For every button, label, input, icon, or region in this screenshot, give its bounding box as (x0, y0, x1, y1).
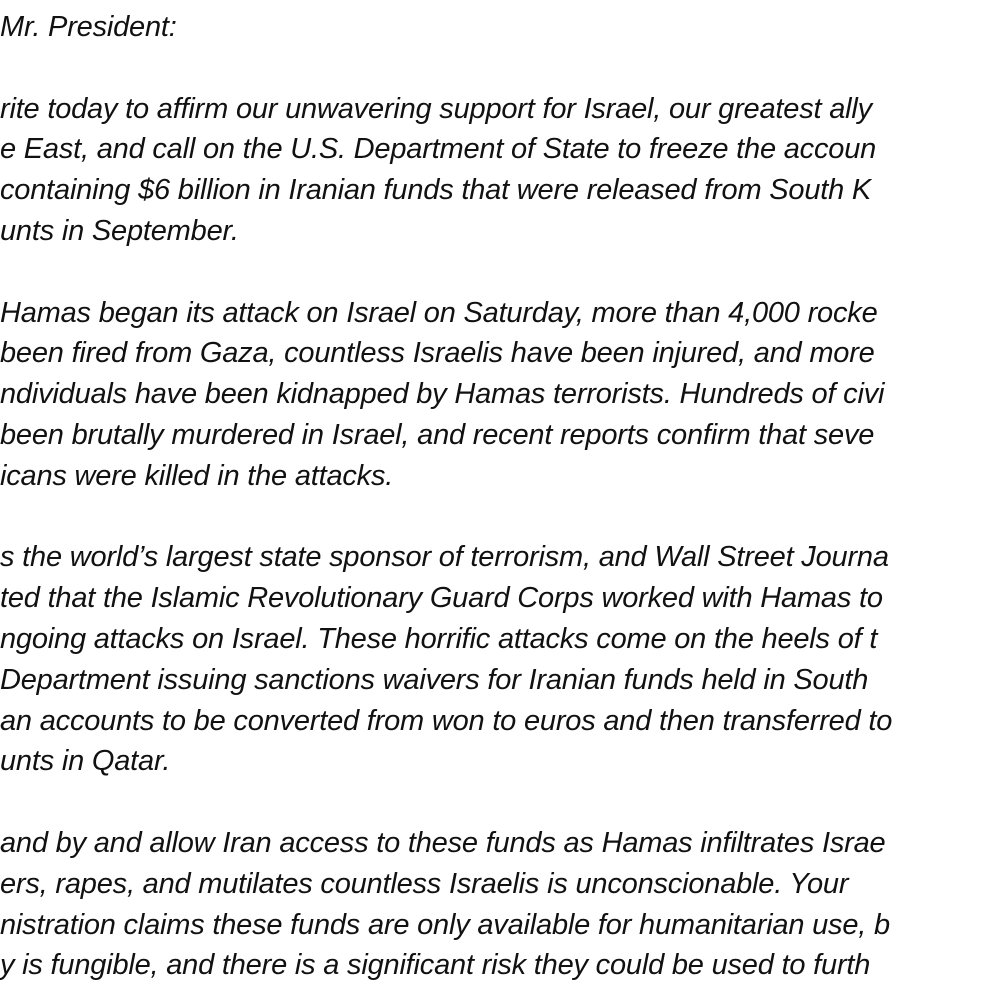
paragraph-gap (0, 252, 1000, 293)
paragraph-line: rite today to affirm our unwavering support for Israel, our greatest ally (0, 92, 872, 125)
paragraph-gap (0, 497, 1000, 538)
paragraph-line: been brutally murdered in Israel, and recent reports confirm that seve (0, 418, 875, 451)
paragraph-line: ted that the Islamic Revolutionary Guard Corps worked with Hamas to (0, 582, 883, 615)
paragraph-line: nistration claims these funds are only available for humanitarian use, b (0, 908, 890, 941)
paragraph-line: containing $6 billion in Iranian funds that were released from South K (0, 174, 872, 207)
paragraph-line: unts in Qatar. (0, 745, 171, 778)
paragraph-line: Hamas began its attack on Israel on Saturday, more than 4,000 rocke (0, 296, 878, 329)
paragraph-line: an accounts to be converted from won to euros and then transferred to (0, 704, 893, 737)
paragraph-line: been fired from Gaza, countless Israelis have been injured, and more (0, 337, 875, 370)
paragraph-line: Department issuing sanctions waivers for Iranian funds held in South (0, 663, 869, 696)
salutation: Mr. President: (0, 11, 177, 43)
letter-body (0, 7, 1000, 986)
paragraph-line: icans were killed in the attacks. (0, 459, 394, 492)
paragraph-line: ers, rapes, and mutilates countless Israelis is unconscionable. Your (0, 867, 849, 900)
paragraph-line: e East, and call on the U.S. Department of State to freeze the accoun (0, 133, 877, 166)
paragraph-line: ngoing attacks on Israel. These horrific attacks come on the heels of t (0, 622, 878, 655)
paragraph-line: and by and allow Iran access to these funds as Hamas infiltrates Israe (0, 826, 886, 859)
paragraph-2 (0, 293, 1000, 497)
paragraph-line: s the world’s largest state sponsor of terrorism, and Wall Street Journa (0, 541, 889, 574)
paragraph-3 (0, 537, 1000, 782)
paragraph-line: ndividuals have been kidnapped by Hamas terrorists. Hundreds of civi (0, 378, 885, 411)
paragraph-gap (0, 48, 1000, 89)
paragraph-line: unts in September. (0, 214, 239, 247)
paragraph-gap (0, 782, 1000, 823)
paragraph-1 (0, 89, 1000, 252)
paragraph-line: y is fungible, and there is a significant risk they could be used to furth (0, 949, 871, 982)
paragraph-4 (0, 823, 1000, 986)
